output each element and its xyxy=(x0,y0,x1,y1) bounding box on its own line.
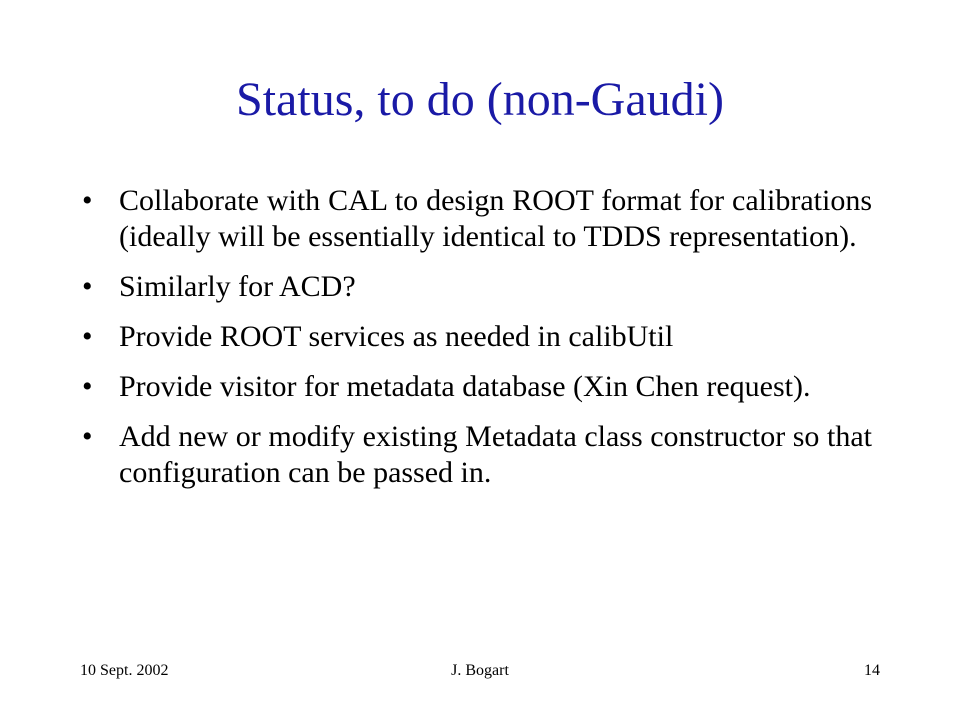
bullet-item-collaborate xyxy=(82,183,872,255)
bullet-dot-icon: • xyxy=(82,270,93,303)
bullet-dot-icon: • xyxy=(82,184,93,217)
bullet-dot-icon: • xyxy=(82,320,93,353)
bullet-text: Collaborate with CAL to design ROOT format for calibrations (ideally will be essentially identical to TDDS representation). xyxy=(119,184,872,253)
bullet-text: Add new or modify existing Metadata class constructor so that configuration can be passed in. xyxy=(119,420,872,489)
bullet-item-root-services xyxy=(82,319,872,355)
bullet-dot-icon: • xyxy=(82,420,93,453)
bullet-text: Similarly for ACD? xyxy=(119,270,356,303)
footer-author: J. Bogart xyxy=(451,662,509,679)
bullet-item-metadata-constructor xyxy=(82,419,872,491)
footer-date: 10 Sept. 2002 xyxy=(80,662,169,679)
bullet-text: Provide ROOT services as needed in calibUtil xyxy=(119,320,674,353)
footer-page-number: 14 xyxy=(864,662,880,679)
bullet-dot-icon: • xyxy=(82,370,93,403)
bullet-item-acd xyxy=(82,269,872,305)
bullet-list xyxy=(82,183,872,505)
bullet-text: Provide visitor for metadata database (Xin Chen request). xyxy=(119,370,811,403)
slide-title: Status, to do (non-Gaudi) xyxy=(236,73,724,126)
bullet-item-visitor xyxy=(82,369,872,405)
